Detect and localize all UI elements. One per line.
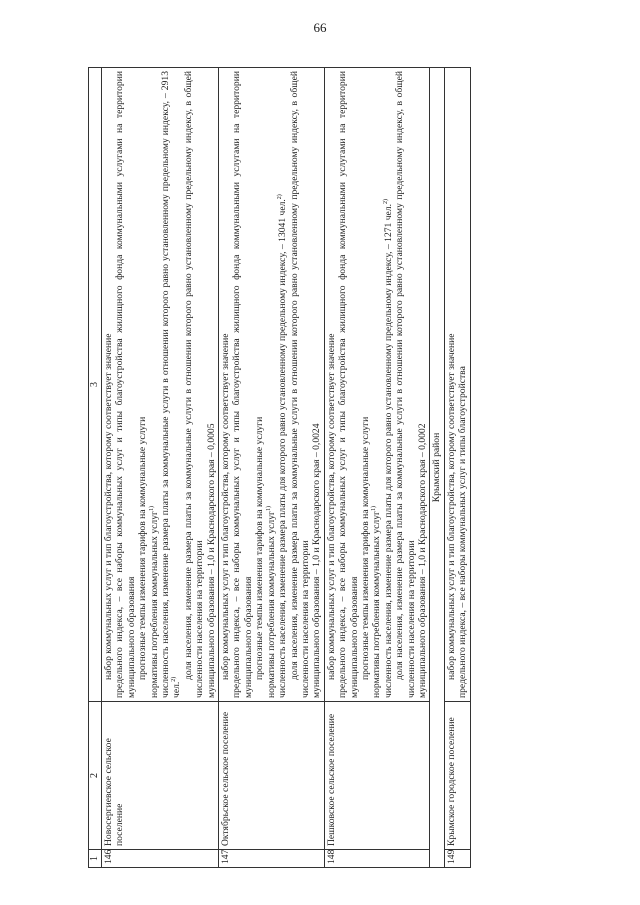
settlement-name: Пешковское сельское поселение — [324, 702, 430, 850]
table-header-row — [89, 68, 102, 868]
table-row — [444, 68, 470, 868]
settlements-table — [88, 67, 471, 868]
column-header: 2 — [89, 702, 102, 850]
row-description: набор коммунальных услуг и тип благоустройства, которому соответствует значение предельного индекса, – все наборы коммунальных услуг и типы благоустройства жилищного фонда коммунальными услугами на территории муниципального образования прогнозные темпы изменения тарифов на коммунальные услуги нормативы потребления коммунальных услуг$^{1)}$ численность населения, изменение размера платы для которого равно установленному предельному индексу, – 13041 чел.$^{2)}$ доля населения, изменение размера платы за коммунальные услуги в отношении которого равно установленному предельному индексу, в общей численности населения на территории муниципального образования – 1,0 и Краснодарского края – 0,0024 — [219, 68, 325, 702]
table-row — [102, 68, 219, 868]
region-name: Крымский район — [430, 68, 444, 868]
settlement-name: Октябрьское сельское поселение — [219, 702, 325, 850]
settlement-name: Новосергиевское сельское поселение — [102, 702, 219, 850]
column-header: 1 — [89, 850, 102, 868]
settlement-name: Крымское городское поселение — [444, 702, 470, 850]
rotated-table-container — [88, 68, 588, 868]
column-header: 3 — [89, 68, 102, 702]
row-number: 148 — [324, 850, 430, 868]
row-description: набор коммунальных услуг и тип благоустройства, которому соответствует значение предельного индекса, – все наборы коммунальных услуг и типы благоустройства — [444, 68, 470, 702]
table-row — [219, 68, 325, 868]
row-number: 149 — [444, 850, 470, 868]
row-description: набор коммунальных услуг и тип благоустройства, которому соответствует значение предельного индекса, – все наборы коммунальных услуг и типы благоустройства жилищного фонда коммунальными услугами на территории муниципального образования прогнозные темпы изменения тарифов на коммунальные услуги нормативы потребления коммунальных услуг$^{1)}$ численность населения, изменение размера платы для которого равно установленному предельному индексу, – 1271 чел.$^{2)}$ доля населения, изменение размера платы за коммунальные услуги в отношении которого равно установленному предельному индексу, в общей численности населения на территории муниципального образования – 1,0 и Краснодарского края – 0,0002 — [324, 68, 430, 702]
row-number: 147 — [219, 850, 325, 868]
page-number: 66 — [313, 20, 327, 35]
region-header-row — [430, 68, 444, 868]
row-description: набор коммунальных услуг и тип благоустройства, которому соответствует значение предельного индекса, – все наборы коммунальных услуг и типы благоустройства жилищного фонда коммунальными услугами на территории муниципального образования прогнозные темпы изменения тарифов на коммунальные услуги нормативы потребления коммунальных услуг$^{1)}$ численность населения, изменение размера платы за коммунальные услуги в отношении которого равно установленному предельному индексу, – 2913 чел.$^{2)}$ доля населения, изменение размера платы за коммунальные услуги в отношении которого равно установленному предельному индексу, в общей численности населения на территории муниципального образования – 1,0 и Краснодарского края – 0,0005 — [102, 68, 219, 702]
table-row — [324, 68, 430, 868]
rotated-page-area — [88, 68, 588, 868]
row-number: 146 — [102, 850, 219, 868]
